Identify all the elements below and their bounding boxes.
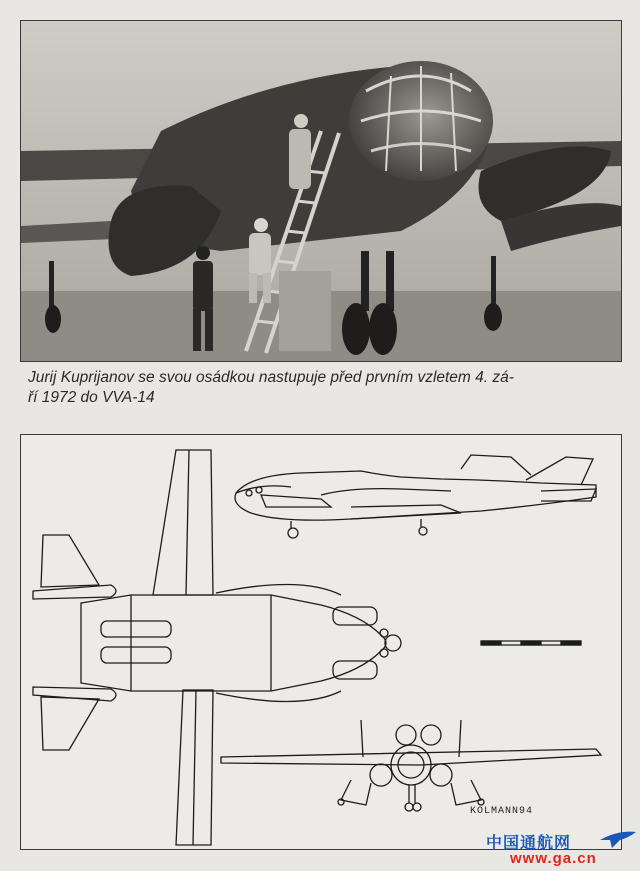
caption-line-2: ří 1972 do VVA-14 bbox=[28, 389, 155, 406]
watermark-site-name: 中国通航网 bbox=[486, 835, 572, 852]
aircraft-photo bbox=[20, 20, 622, 362]
front-view bbox=[221, 720, 601, 811]
scale-bar bbox=[481, 641, 581, 645]
side-view bbox=[235, 455, 596, 538]
artist-signature: KOLMANN94 bbox=[470, 806, 534, 817]
line-drawing bbox=[21, 435, 621, 849]
top-view bbox=[33, 450, 401, 845]
caption-line-1: Jurij Kuprijanov se svou osádkou nastupuje před prvním vzletem 4. zá- bbox=[28, 369, 514, 386]
three-view-drawing bbox=[20, 434, 622, 850]
photo-illustration bbox=[21, 21, 621, 361]
photo-caption bbox=[28, 368, 628, 408]
watermark-url: www.ga.cn bbox=[510, 850, 597, 867]
plane-logo-icon bbox=[598, 826, 638, 850]
site-watermark bbox=[472, 826, 640, 870]
